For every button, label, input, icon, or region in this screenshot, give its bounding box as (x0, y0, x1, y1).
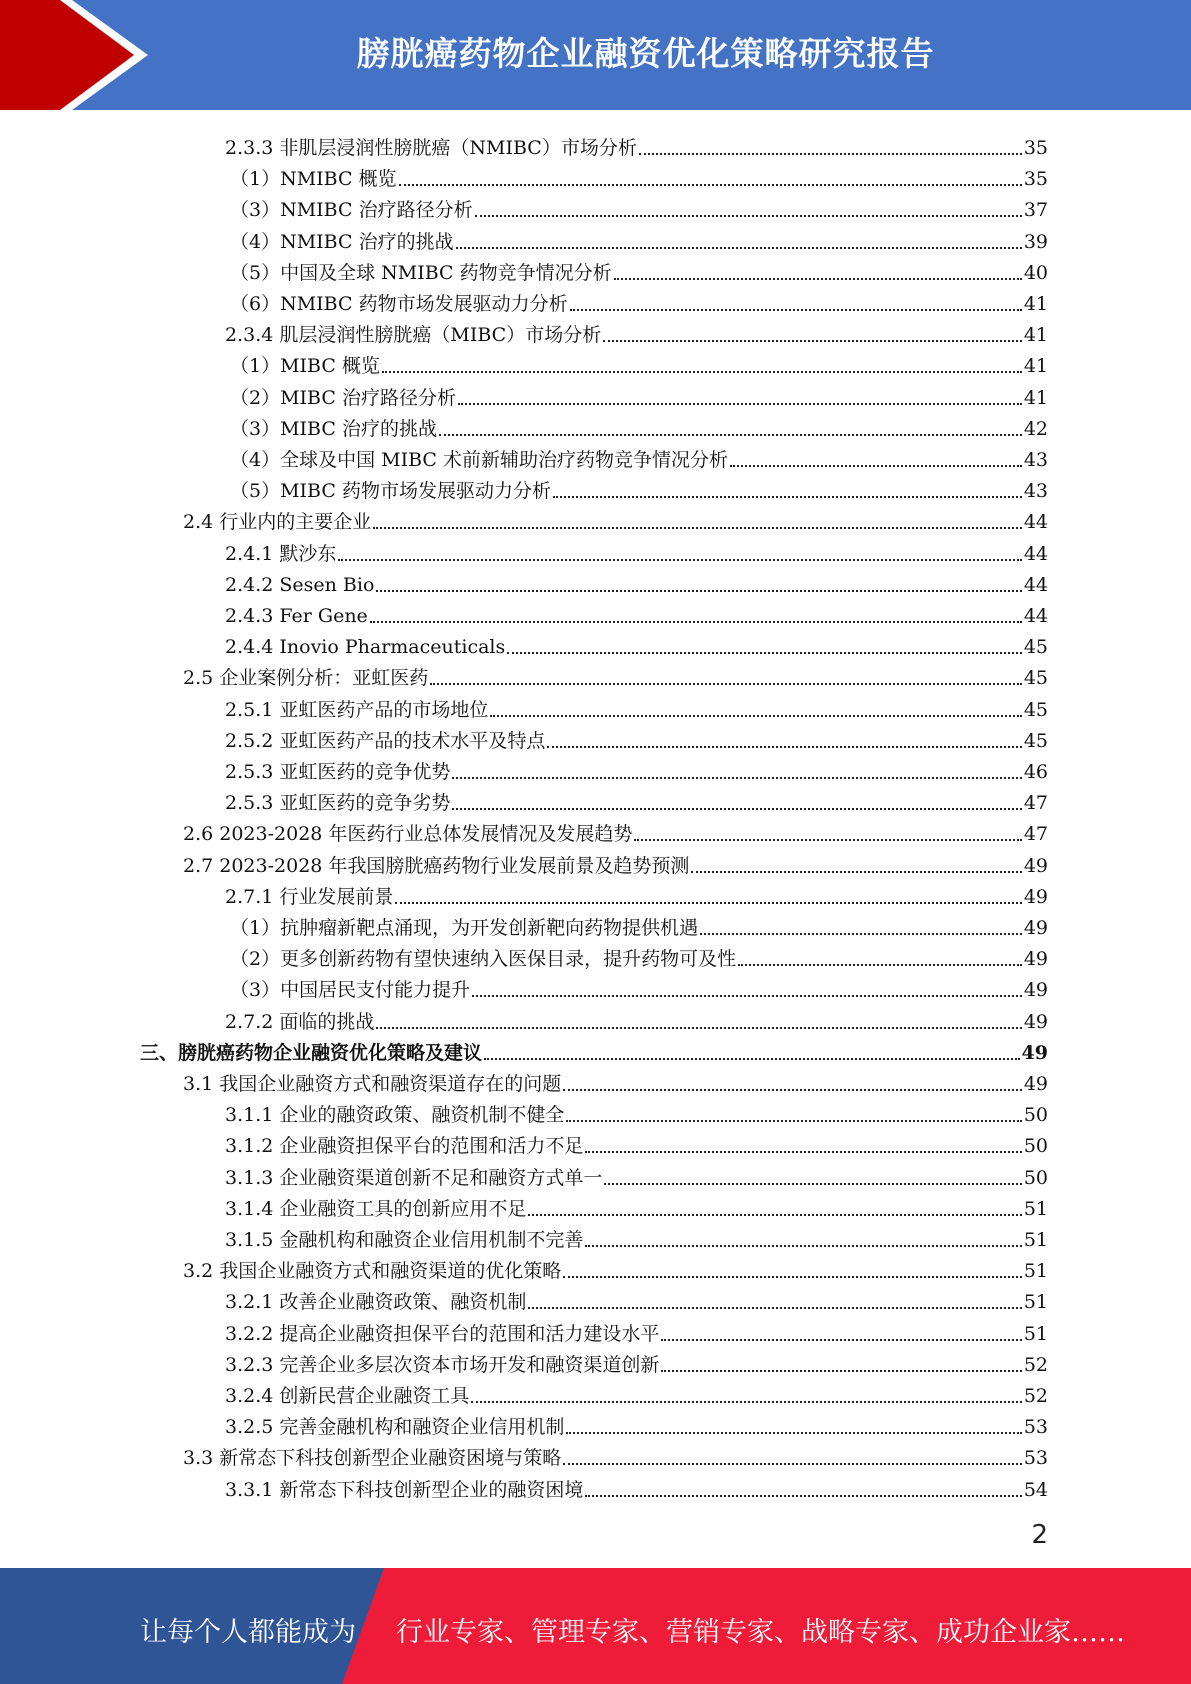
toc-entry-page: 51 (1023, 1229, 1048, 1251)
toc-entry[interactable] (230, 159, 1048, 190)
toc-entry-page: 53 (1023, 1447, 1048, 1470)
toc-entry[interactable] (183, 658, 1048, 689)
page-header (0, 0, 1191, 110)
toc-entry-page: 54 (1023, 1478, 1048, 1501)
toc-entry-page: 49 (1023, 948, 1048, 971)
toc-entry-title: （5）中国及全球 NMIBC 药物竞争情况分析 (230, 261, 612, 284)
toc-entry[interactable] (225, 752, 1048, 783)
toc-entry-title: （6）NMIBC 药物市场发展驱动力分析 (230, 293, 568, 315)
toc-entry[interactable] (225, 721, 1048, 752)
toc-dot-leader (566, 1120, 1021, 1122)
toc-dot-leader (528, 1307, 1021, 1309)
toc-dot-leader (376, 590, 1021, 592)
toc-entry[interactable] (230, 471, 1048, 502)
toc-entry-title: 3.1.3 企业融资渠道创新不足和融资方式单一 (225, 1166, 603, 1189)
toc-entry[interactable] (225, 1095, 1048, 1126)
toc-entry-page: 45 (1023, 698, 1048, 721)
toc-entry-page: 49 (1021, 1041, 1048, 1064)
toc-entry[interactable] (225, 596, 1048, 627)
toc-dot-leader (730, 465, 1022, 467)
toc-dot-leader (430, 683, 1022, 685)
toc-entry-page: 35 (1023, 137, 1048, 159)
toc-dot-leader (439, 434, 1022, 436)
toc-entry-title: 三、膀胱癌药物企业融资优化策略及建议 (140, 1041, 483, 1064)
page-footer (0, 1568, 1191, 1684)
toc-dot-leader (570, 309, 1022, 311)
toc-entry[interactable] (225, 565, 1048, 596)
toc-entry-title: （3）NMIBC 治疗路径分析 (230, 199, 473, 222)
toc-entry-title: 3.2 我国企业融资方式和融资渠道的优化策略 (183, 1260, 562, 1283)
toc-entry-page: 45 (1023, 667, 1048, 690)
toc-dot-leader (661, 1370, 1021, 1372)
toc-entry-title: 2.3.3 非肌层浸润性膀胱癌（NMIBC）市场分析 (225, 137, 637, 159)
toc-entry-page: 40 (1023, 261, 1048, 284)
toc-entry[interactable] (225, 1126, 1048, 1157)
toc-entry-page: 50 (1023, 1135, 1048, 1158)
toc-entry[interactable] (225, 1189, 1048, 1220)
toc-dot-leader (376, 1027, 1021, 1029)
toc-dot-leader (338, 559, 1021, 561)
toc-dot-leader (484, 1058, 1020, 1060)
toc-dot-leader (458, 403, 1022, 405)
toc-entry[interactable] (183, 1251, 1048, 1282)
toc-entry-title: （1）NMIBC 概览 (230, 168, 397, 191)
toc-dot-leader (490, 715, 1021, 717)
toc-entry[interactable] (225, 783, 1048, 814)
toc-entry-page: 44 (1023, 511, 1048, 534)
toc-entry[interactable] (225, 1407, 1048, 1438)
toc-dot-leader (373, 527, 1022, 529)
page-number: 2 (1031, 1520, 1048, 1550)
toc-dot-leader (452, 777, 1021, 779)
toc-entry[interactable] (230, 222, 1048, 253)
footer-slogan-right: 行业专家、管理专家、营销专家、战略专家、成功企业家…… (396, 1617, 1125, 1648)
toc-entry-title: （3）中国居民支付能力提升 (230, 979, 471, 1002)
toc-entry[interactable] (183, 1438, 1048, 1469)
toc-entry[interactable] (225, 877, 1048, 908)
report-title: 膀胱癌药物企业融资优化策略研究报告 (356, 34, 935, 73)
toc-entry-page: 46 (1023, 761, 1048, 783)
toc-entry-title: 3.1.2 企业融资担保平台的范围和活力不足 (225, 1135, 584, 1158)
toc-entry[interactable] (230, 908, 1048, 939)
toc-entry[interactable] (230, 346, 1048, 377)
toc-dot-leader (395, 902, 1021, 904)
toc-entry-title: 3.2.1 改善企业融资政策、融资机制 (225, 1291, 527, 1314)
toc-dot-leader (553, 496, 1022, 498)
toc-entry-title: 2.5 企业案例分析：亚虹医药 (183, 667, 429, 690)
toc-entry-title: 2.4.2 Sesen Bio (225, 573, 375, 596)
toc-entry-title: 2.7 2023-2028 年我国膀胱癌药物行业发展前景及趋势预测 (183, 854, 690, 877)
toc-entry-title: 2.5.3 亚虹医药的竞争优势 (225, 761, 451, 783)
toc-entry-title: 3.1.5 金融机构和融资企业信用机制不完善 (225, 1229, 584, 1251)
toc-entry-page: 47 (1023, 792, 1048, 815)
toc-entry[interactable] (230, 970, 1048, 1001)
toc-dot-leader (452, 808, 1021, 810)
toc-entry[interactable] (225, 1002, 1048, 1033)
toc-entry-page: 39 (1023, 230, 1048, 253)
toc-dot-leader (507, 652, 1022, 654)
toc-entry-page: 50 (1023, 1166, 1048, 1189)
toc-entry[interactable] (230, 440, 1048, 471)
toc-dot-leader (585, 1495, 1021, 1497)
toc-entry-title: （1）MIBC 概览 (230, 355, 380, 378)
toc-entry[interactable] (230, 190, 1048, 221)
toc-entry-title: （3）MIBC 治疗的挑战 (230, 417, 437, 440)
toc-dot-leader (639, 153, 1022, 155)
toc-entry[interactable] (225, 1220, 1048, 1251)
toc-entry[interactable] (225, 690, 1048, 721)
toc-entry-page: 45 (1023, 729, 1048, 752)
toc-entry-title: 3.1.4 企业融资工具的创新应用不足 (225, 1197, 527, 1220)
toc-entry[interactable] (230, 253, 1048, 284)
toc-entry-title: （4）NMIBC 治疗的挑战 (230, 230, 454, 253)
toc-entry-title: 3.2.4 创新民营企业融资工具 (225, 1385, 470, 1407)
toc-entry-page: 52 (1023, 1385, 1048, 1407)
toc-entry-page: 49 (1023, 854, 1048, 877)
toc-entry-title: 2.5.2 亚虹医药产品的技术水平及特点 (225, 729, 546, 752)
toc-entry-page: 51 (1023, 1291, 1048, 1314)
toc-entry-title: 3.2.3 完善企业多层次资本市场开发和融资渠道创新 (225, 1353, 660, 1376)
toc-entry-page: 51 (1023, 1260, 1048, 1283)
toc-entry-title: （5）MIBC 药物市场发展驱动力分析 (230, 480, 551, 503)
toc-dot-leader (585, 1245, 1021, 1247)
footer-slogan-left: 让每个人都能成为 (140, 1617, 356, 1648)
toc-dot-leader (661, 1339, 1021, 1341)
toc-entry[interactable] (225, 1158, 1048, 1189)
toc-entry[interactable] (225, 1470, 1048, 1501)
toc-entry-title: （2）更多创新药物有望快速纳入医保目录，提升药物可及性 (230, 948, 737, 971)
toc-entry[interactable] (225, 627, 1048, 658)
toc-entry-title: 2.7.1 行业发展前景 (225, 885, 394, 908)
toc-entry[interactable] (225, 1345, 1048, 1376)
toc-entry-title: 2.5.3 亚虹医药的竞争劣势 (225, 792, 451, 815)
toc-dot-leader (456, 247, 1022, 249)
toc-entry-page: 44 (1023, 605, 1048, 627)
toc-entry[interactable] (225, 128, 1048, 159)
toc-dot-leader (563, 1463, 1022, 1465)
toc-dot-leader (634, 839, 1021, 841)
toc-entry-page: 41 (1023, 293, 1048, 315)
toc-entry-title: 3.3.1 新常态下科技创新型企业的融资困境 (225, 1478, 584, 1501)
toc-dot-leader (471, 1401, 1021, 1403)
toc-entry[interactable] (225, 1282, 1048, 1313)
toc-dot-leader (563, 1089, 1022, 1091)
toc-entry-title: 2.5.1 亚虹医药产品的市场地位 (225, 698, 489, 721)
toc-dot-leader (528, 1214, 1021, 1216)
toc-entry-page: 45 (1023, 636, 1048, 659)
toc-entry-title: 3.1.1 企业的融资政策、融资机制不健全 (225, 1104, 565, 1127)
toc-dot-leader (603, 340, 1022, 342)
toc-dot-leader (547, 746, 1021, 748)
toc-entry-title: 3.3 新常态下科技创新型企业融资困境与策略 (183, 1447, 562, 1470)
toc-entry[interactable] (140, 1033, 1048, 1064)
toc-entry-page: 53 (1023, 1416, 1048, 1439)
toc-entry[interactable] (230, 284, 1048, 315)
toc-entry-page: 49 (1023, 1073, 1048, 1095)
toc-entry-page: 50 (1023, 1104, 1048, 1127)
toc-entry-page: 35 (1023, 168, 1048, 191)
toc-entry[interactable] (230, 409, 1048, 440)
toc-entry[interactable] (183, 1064, 1048, 1095)
toc-entry[interactable] (183, 846, 1048, 877)
toc-dot-leader (566, 1432, 1021, 1434)
toc-dot-leader (604, 1183, 1021, 1185)
toc-dot-leader (399, 184, 1022, 186)
toc-entry-page: 51 (1023, 1322, 1048, 1345)
toc-entry-title: 2.4 行业内的主要企业 (183, 511, 372, 534)
toc-entry-title: 2.6 2023-2028 年医药行业总体发展情况及发展趋势 (183, 823, 633, 846)
toc-dot-leader (614, 278, 1022, 280)
toc-entry-title: 2.4.3 Fer Gene (225, 605, 368, 627)
toc-entry-page: 51 (1023, 1197, 1048, 1220)
toc-dot-leader (472, 995, 1022, 997)
toc-entry[interactable] (225, 1376, 1048, 1407)
toc-entry-page: 49 (1023, 917, 1048, 939)
toc-entry[interactable] (183, 502, 1048, 533)
toc-entry-page: 43 (1023, 480, 1048, 503)
toc-entry-page: 41 (1023, 355, 1048, 378)
toc-entry-page: 49 (1023, 1010, 1048, 1033)
toc-entry-title: 3.1 我国企业融资方式和融资渠道存在的问题 (183, 1073, 562, 1095)
toc-entry-page: 42 (1023, 417, 1048, 440)
toc-dot-leader (700, 933, 1022, 935)
toc-entry-page: 44 (1023, 573, 1048, 596)
toc-entry-title: （4）全球及中国 MIBC 术前新辅助治疗药物竞争情况分析 (230, 449, 728, 471)
toc-entry-title: 2.4.4 Inovio Pharmaceuticals (225, 636, 506, 659)
toc-entry-page: 37 (1023, 199, 1048, 222)
toc-entry[interactable] (230, 939, 1048, 970)
toc-entry-title: 2.7.2 面临的挑战 (225, 1010, 375, 1033)
toc-entry-page: 41 (1023, 324, 1048, 347)
toc-entry[interactable] (225, 315, 1048, 346)
toc-dot-leader (370, 621, 1022, 623)
toc-entry[interactable] (225, 1314, 1048, 1345)
toc-entry-page: 44 (1023, 542, 1048, 565)
toc-entry-page: 52 (1023, 1353, 1048, 1376)
toc-dot-leader (382, 371, 1022, 373)
toc-entry[interactable] (183, 814, 1048, 845)
toc-entry-page: 41 (1023, 386, 1048, 409)
toc-entry-page: 43 (1023, 449, 1048, 471)
toc-entry-title: 3.2.5 完善金融机构和融资企业信用机制 (225, 1416, 565, 1439)
toc-entry-page: 47 (1023, 823, 1048, 846)
toc-entry-page: 49 (1023, 885, 1048, 908)
toc-entry[interactable] (230, 378, 1048, 409)
toc-entry-title: （2）MIBC 治疗路径分析 (230, 386, 456, 409)
toc-entry-title: 2.3.4 肌层浸润性膀胱癌（MIBC）市场分析 (225, 324, 602, 347)
toc-entry[interactable] (225, 534, 1048, 565)
toc-dot-leader (585, 1151, 1021, 1153)
toc-entry-title: （1）抗肿瘤新靶点涌现，为开发创新靶向药物提供机遇 (230, 917, 699, 939)
toc-entry-title: 3.2.2 提高企业融资担保平台的范围和活力建设水平 (225, 1322, 660, 1345)
toc-entry-page: 49 (1023, 979, 1048, 1002)
toc-dot-leader (738, 964, 1022, 966)
toc-dot-leader (691, 871, 1021, 873)
toc-entry-title: 2.4.1 默沙东 (225, 542, 337, 565)
toc-dot-leader (475, 215, 1022, 217)
toc-dot-leader (563, 1276, 1022, 1278)
